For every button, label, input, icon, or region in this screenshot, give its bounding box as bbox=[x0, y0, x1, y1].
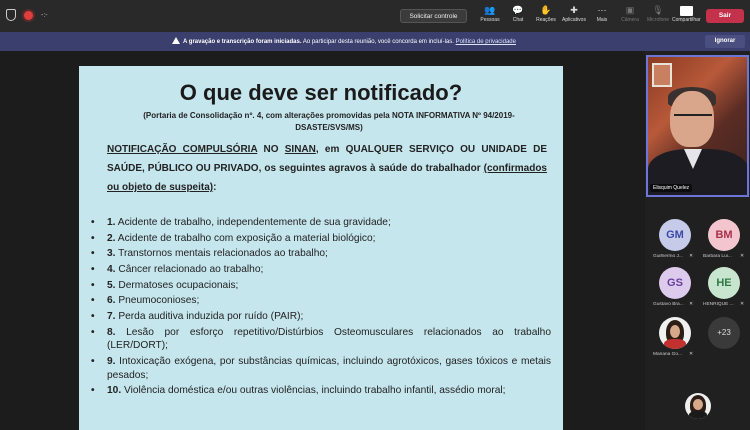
list-item bbox=[91, 384, 551, 398]
photo-body bbox=[664, 339, 686, 349]
list-item bbox=[91, 263, 551, 277]
banner-bold-text: A gravação e transcrição foram iniciadas. bbox=[183, 39, 302, 45]
apps-label: Aplicativos bbox=[562, 17, 586, 23]
item-number: 6. bbox=[107, 295, 116, 307]
people-label: Pessoas bbox=[480, 17, 500, 23]
item-number: 2. bbox=[107, 232, 116, 244]
intro-part-c: SINAN bbox=[284, 144, 316, 155]
share-button[interactable] bbox=[672, 4, 700, 23]
slide-title: O que deve ser notificado? bbox=[179, 80, 463, 105]
participant-name: Barbara Lui... bbox=[703, 254, 732, 259]
item-text: Intoxicação exógena, por substâncias químicas, incluindo agrotóxicos, gases tóxicos e metais pesados; bbox=[107, 356, 551, 381]
meeting-toolbar bbox=[0, 0, 750, 32]
reactions-icon: ✋ bbox=[540, 5, 552, 15]
intro-part-d: , em QUALQUER SERVIÇO OU UNIDADE DE SAÚDE, PÚBLICO OU PRIVADO, os seguintes agravos à saúde do trabalhador bbox=[107, 144, 547, 174]
mic-muted-icon: ✕ bbox=[740, 253, 745, 259]
glasses-icon bbox=[674, 114, 712, 124]
participant-name: Gustavo Bra... bbox=[653, 302, 684, 307]
apps-button[interactable] bbox=[560, 4, 588, 23]
warning-icon bbox=[172, 37, 180, 44]
wall-picture bbox=[652, 63, 672, 87]
chat-label: Chat bbox=[512, 17, 524, 23]
mic-muted-icon: ✕ bbox=[689, 253, 694, 259]
shared-screen bbox=[0, 51, 645, 430]
participant-name: HENRIQUE ... bbox=[703, 302, 734, 307]
camera-icon: ▣ bbox=[625, 5, 635, 15]
slide-intro bbox=[107, 140, 547, 197]
mic-muted-icon: ✕ bbox=[689, 301, 694, 307]
chat-button[interactable] bbox=[504, 4, 532, 23]
banner-message bbox=[172, 37, 516, 45]
item-number: 4. bbox=[107, 264, 116, 276]
item-text: Câncer relacionado ao trabalho; bbox=[115, 264, 264, 276]
camera-button[interactable] bbox=[616, 4, 644, 23]
intro-part-f: : bbox=[213, 182, 217, 193]
privacy-policy-link[interactable]: Política de privacidade bbox=[455, 39, 516, 45]
presenter-name: Elisquim Quelez bbox=[650, 184, 692, 192]
share-label: Compartilhar bbox=[672, 17, 701, 23]
banner-text: Ao participar desta reunião, você concorda em incluí-las. bbox=[301, 39, 454, 45]
item-number: 1. bbox=[107, 217, 116, 228]
leave-button[interactable]: Sair bbox=[706, 9, 744, 23]
microphone-button[interactable] bbox=[644, 4, 672, 23]
people-button[interactable] bbox=[476, 4, 504, 23]
avatar-bm[interactable]: BM bbox=[708, 219, 740, 251]
item-text: Pneumoconioses; bbox=[115, 295, 200, 307]
intro-part-e: (confirmados ou objeto de suspeita) bbox=[107, 163, 547, 193]
presenter-video[interactable] bbox=[646, 55, 749, 197]
participants-panel bbox=[645, 51, 750, 430]
share-icon bbox=[672, 4, 700, 17]
avatar-gs[interactable]: GS bbox=[659, 267, 691, 299]
apps-icon: ✚ bbox=[570, 5, 578, 15]
list-item bbox=[91, 310, 551, 324]
more-participants-button[interactable]: +23 bbox=[708, 317, 740, 349]
item-text: Dermatoses ocupacionais; bbox=[115, 279, 239, 291]
microphone-icon: 🎙 bbox=[652, 5, 664, 15]
item-text: Transtornos mentais relacionados ao trabalho; bbox=[115, 248, 328, 260]
participant-name: Mariana Go... bbox=[653, 352, 683, 357]
recording-banner bbox=[0, 32, 750, 51]
camera-label: Câmera bbox=[621, 17, 639, 23]
item-number: 10. bbox=[107, 385, 122, 397]
presentation-slide bbox=[79, 66, 563, 430]
photo-body bbox=[689, 411, 707, 419]
recording-icon bbox=[24, 11, 33, 20]
item-text: Acidente de trabalho, independentemente de sua gravidade; bbox=[115, 217, 391, 228]
more-button[interactable] bbox=[588, 4, 616, 23]
item-number: 9. bbox=[107, 356, 116, 367]
participant-name: Guilhermo J... bbox=[653, 254, 683, 259]
people-icon: 👥 bbox=[484, 5, 496, 15]
item-text: Violência doméstica e/ou outras violências, incluindo trabalho infantil, assédio moral; bbox=[121, 385, 506, 397]
item-number: 7. bbox=[107, 311, 116, 323]
mic-muted-icon: ✕ bbox=[740, 301, 745, 307]
avatar-photo[interactable] bbox=[659, 317, 691, 349]
shield-icon[interactable] bbox=[6, 9, 16, 21]
intro-part-b: NO bbox=[257, 144, 285, 155]
reactions-button[interactable] bbox=[532, 4, 560, 23]
item-text: Acidente de trabalho com exposição a material biológico; bbox=[115, 232, 376, 244]
list-item bbox=[91, 355, 551, 382]
chat-icon: 💬 bbox=[512, 5, 524, 15]
reactions-label: Reações bbox=[536, 17, 556, 23]
photo-face bbox=[693, 399, 703, 410]
list-item bbox=[91, 326, 551, 353]
item-number: 8. bbox=[107, 326, 116, 338]
list-item bbox=[91, 232, 551, 246]
mic-muted-icon: ✕ bbox=[689, 351, 694, 357]
avatar-gm[interactable]: GM bbox=[659, 219, 691, 251]
list-item bbox=[91, 294, 551, 308]
intro-part-a: NOTIFICAÇÃO COMPULSÓRIA bbox=[107, 144, 258, 155]
photo-face bbox=[670, 325, 680, 338]
more-icon: ⋯ bbox=[597, 5, 607, 15]
list-item bbox=[91, 279, 551, 293]
notification-list bbox=[91, 216, 551, 400]
item-number: 3. bbox=[107, 248, 116, 260]
item-text: Perda auditiva induzida por ruído (PAIR); bbox=[115, 311, 304, 323]
meeting-timer: -:- bbox=[41, 11, 48, 19]
avatar-he[interactable]: HE bbox=[708, 267, 740, 299]
list-item bbox=[91, 216, 551, 230]
more-label: Mais bbox=[596, 17, 608, 23]
list-item bbox=[91, 247, 551, 261]
self-view-avatar[interactable] bbox=[685, 393, 711, 419]
request-control-button[interactable]: Solicitar controle bbox=[400, 9, 467, 23]
microphone-label: Microfone bbox=[647, 17, 669, 23]
item-number: 5. bbox=[107, 279, 116, 291]
slide-subtitle: (Portaria de Consolidação nº. 4, com alterações promovidas pela NOTA INFORMATIVA Nº 94/2019-DSASTE/SVS/MS) bbox=[143, 111, 515, 132]
item-text: Lesão por esforço repetitivo/Distúrbios Osteomusculares relacionados ao trabalho (LER/DORT); bbox=[107, 326, 551, 352]
dismiss-banner-button[interactable]: Ignorar bbox=[705, 35, 745, 48]
